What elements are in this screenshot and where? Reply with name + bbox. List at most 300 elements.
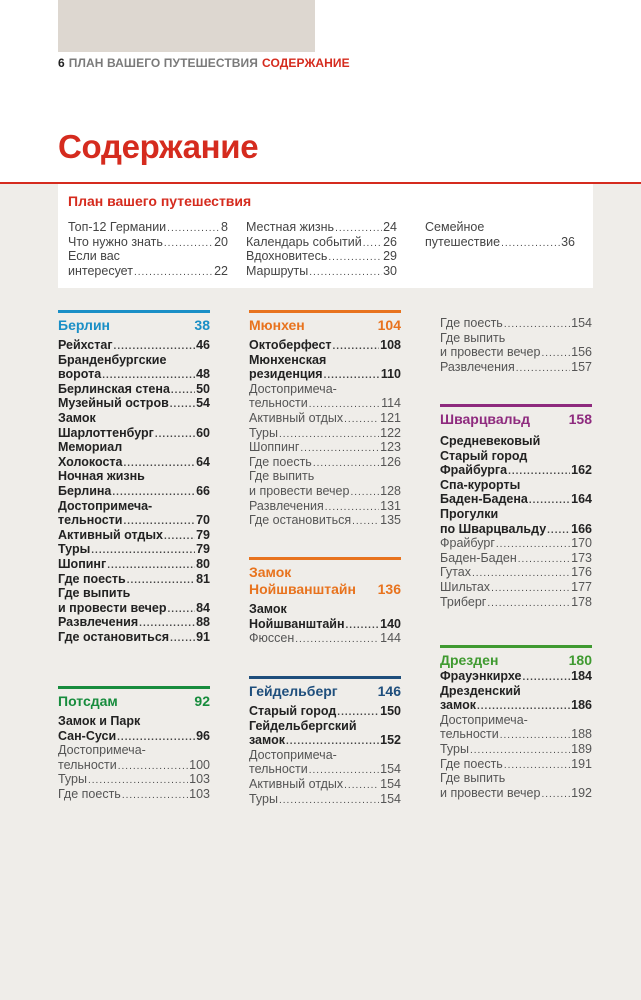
leader-dots bbox=[529, 494, 570, 507]
section-rule bbox=[249, 676, 401, 679]
section-heidelberg-continued bbox=[440, 316, 592, 374]
toc-entry-label: тельности bbox=[249, 762, 308, 777]
toc-entry-page: 46 bbox=[196, 338, 210, 352]
section-page: 146 bbox=[377, 683, 401, 699]
leader-dots bbox=[504, 318, 570, 331]
toc-entry-page: 50 bbox=[196, 381, 210, 396]
page-title: Содержание bbox=[58, 128, 259, 165]
toc-entry-page: 170 bbox=[571, 536, 592, 551]
toc-entry-label: Местная жизнь bbox=[246, 220, 335, 234]
toc-entry-page: 152 bbox=[380, 733, 401, 748]
leader-dots bbox=[541, 347, 570, 360]
section-page: 38 bbox=[194, 317, 210, 333]
leader-dots bbox=[114, 340, 196, 353]
toc-entry-page: 154 bbox=[380, 762, 401, 777]
leader-dots bbox=[523, 671, 571, 684]
section-entries bbox=[249, 602, 401, 646]
toc-entry-page: 70 bbox=[196, 513, 210, 528]
leader-dots bbox=[91, 544, 195, 557]
toc-entry bbox=[249, 631, 401, 646]
toc-entry-page: 186 bbox=[571, 698, 592, 713]
toc-entry-page: 88 bbox=[196, 615, 210, 630]
toc-entry-label: Где поесть bbox=[440, 316, 503, 330]
toc-entry bbox=[440, 492, 592, 507]
toc-entry-label: замок bbox=[440, 698, 476, 713]
toc-entry bbox=[58, 542, 210, 557]
toc-entry-page: 178 bbox=[571, 594, 592, 609]
toc-entry-label: Фрайбурга bbox=[440, 463, 508, 478]
leader-dots bbox=[164, 530, 195, 543]
toc-entry-label: Рейхстаг bbox=[58, 338, 113, 352]
toc-entry-page: 121 bbox=[380, 410, 401, 425]
toc-entry-label: и провести вечер bbox=[249, 483, 350, 498]
toc-entry-label: Развлечения bbox=[58, 615, 139, 630]
leader-dots bbox=[279, 428, 379, 441]
toc-entry bbox=[249, 484, 401, 499]
leader-dots bbox=[164, 237, 213, 250]
section-name: Гейдельберг bbox=[249, 683, 338, 699]
toc-entry bbox=[440, 757, 592, 772]
section-name: Мюнхен bbox=[249, 317, 305, 333]
toc-entry-label: Баден-Бадена bbox=[440, 492, 528, 507]
toc-entry bbox=[440, 580, 592, 595]
toc-entry-page: 144 bbox=[380, 631, 401, 646]
section-page: 180 bbox=[568, 652, 592, 668]
toc-entry bbox=[58, 601, 210, 616]
toc-line: Прогулки bbox=[440, 506, 499, 521]
toc-entry-label: и провести вечер bbox=[440, 785, 541, 800]
toc-line: Если вас bbox=[68, 249, 120, 264]
toc-entry-page: 177 bbox=[571, 579, 592, 594]
toc-entry bbox=[249, 499, 401, 514]
toc-entry-label: Что нужно знать bbox=[68, 234, 163, 249]
toc-entry-label: Шильтах bbox=[440, 579, 491, 594]
toc-entry-label: Где поесть bbox=[58, 571, 126, 586]
toc-entry bbox=[58, 630, 210, 645]
toc-entry-label: Топ-12 Германии bbox=[68, 220, 167, 234]
toc-entry-page: 60 bbox=[196, 425, 210, 440]
header-photo-strip bbox=[58, 0, 315, 52]
toc-entry-page: 108 bbox=[380, 338, 401, 352]
toc-entry-page: 84 bbox=[196, 600, 210, 615]
toc-entry-label: Старый город bbox=[249, 704, 337, 718]
toc-entry-page: 154 bbox=[380, 791, 401, 806]
toc-line: Средневековый bbox=[440, 434, 541, 448]
toc-entry-label: Шопинг bbox=[58, 556, 107, 571]
toc-entry-page: 164 bbox=[571, 492, 592, 507]
toc-entry bbox=[58, 615, 210, 630]
toc-entry-label: Октоберфест bbox=[249, 338, 332, 352]
toc-entry bbox=[58, 382, 210, 397]
toc-entry-page: 30 bbox=[383, 263, 397, 278]
leader-dots bbox=[487, 597, 570, 610]
leader-dots bbox=[350, 486, 379, 499]
section-name-line1: Замок bbox=[249, 564, 292, 580]
toc-entry bbox=[68, 220, 228, 235]
leader-dots bbox=[88, 774, 188, 787]
leader-dots bbox=[328, 251, 382, 264]
toc-entry bbox=[425, 235, 575, 250]
section-page: 92 bbox=[194, 693, 210, 709]
section-header bbox=[440, 411, 592, 428]
toc-entry-page: 96 bbox=[196, 728, 210, 743]
section-dresden bbox=[440, 645, 592, 800]
toc-entry-label: Туры bbox=[249, 791, 278, 806]
toc-entry-page: 192 bbox=[571, 785, 592, 800]
toc-entry-page: 64 bbox=[196, 454, 210, 469]
leader-dots bbox=[344, 413, 379, 426]
section-name: Потсдам bbox=[58, 693, 118, 709]
section-rule bbox=[249, 310, 401, 313]
toc-entry-label: Активный отдых bbox=[249, 410, 344, 425]
section-neuschwanstein bbox=[249, 557, 401, 646]
section-page: 136 bbox=[377, 581, 401, 597]
toc-line: Достопримеча- bbox=[58, 498, 153, 513]
toc-entry bbox=[246, 235, 397, 250]
leader-dots bbox=[491, 582, 570, 595]
section-rule bbox=[249, 557, 401, 560]
running-head bbox=[58, 56, 350, 70]
leader-dots bbox=[518, 553, 570, 566]
section-page: 104 bbox=[377, 317, 401, 333]
toc-entry-page: 126 bbox=[380, 454, 401, 469]
toc-entry-page: 8 bbox=[221, 220, 228, 234]
toc-entry-page: 24 bbox=[383, 220, 397, 234]
toc-entry-label: Маршруты bbox=[246, 263, 309, 278]
toc-entry-label: Где остановиться bbox=[249, 513, 352, 528]
toc-entry bbox=[440, 595, 592, 610]
toc-entry-label: Где поесть bbox=[249, 454, 312, 469]
toc-entry-page: 122 bbox=[380, 425, 401, 440]
leader-dots bbox=[541, 788, 570, 801]
toc-line: Семейное bbox=[425, 220, 485, 234]
toc-line: Спа-курорты bbox=[440, 477, 521, 492]
toc-entry-page: 189 bbox=[571, 741, 592, 756]
section-header bbox=[249, 683, 401, 700]
toc-entry-page: 154 bbox=[380, 776, 401, 791]
toc-entry-label: Музейный остров bbox=[58, 396, 169, 411]
toc-entry bbox=[440, 742, 592, 757]
toc-entry-page: 103 bbox=[189, 786, 210, 801]
section-header bbox=[440, 652, 592, 669]
toc-entry bbox=[58, 729, 210, 744]
toc-line: Где выпить bbox=[440, 771, 506, 786]
toc-entry bbox=[58, 396, 210, 411]
toc-entry-page: 26 bbox=[383, 234, 397, 249]
toc-entry bbox=[440, 316, 592, 331]
leader-dots bbox=[112, 486, 195, 499]
toc-entry-page: 166 bbox=[571, 521, 592, 536]
section-name-line2 bbox=[249, 581, 401, 598]
section-rule bbox=[440, 404, 592, 407]
toc-entry bbox=[249, 396, 401, 411]
leader-dots bbox=[127, 574, 195, 587]
toc-entry-page: 22 bbox=[214, 263, 228, 278]
leader-dots bbox=[335, 222, 382, 235]
toc-entry bbox=[249, 426, 401, 441]
contents-area bbox=[0, 184, 641, 1000]
section-header bbox=[249, 317, 401, 334]
section-schwarzwald bbox=[440, 404, 592, 609]
toc-entry bbox=[440, 345, 592, 360]
toc-entry bbox=[440, 551, 592, 566]
leader-dots bbox=[155, 428, 195, 441]
toc-entry bbox=[246, 220, 397, 235]
toc-entry-label: Развлечения bbox=[249, 498, 324, 513]
toc-line: Достопримеча- bbox=[440, 712, 528, 727]
leader-dots bbox=[118, 760, 188, 773]
toc-entry-page: 20 bbox=[214, 234, 228, 249]
leader-dots bbox=[286, 735, 379, 748]
toc-entry-label: Шарлоттенбург bbox=[58, 425, 154, 440]
toc-entry bbox=[58, 787, 210, 802]
leader-dots bbox=[295, 633, 379, 646]
page-number: 6 bbox=[58, 56, 65, 70]
running-head-section: ПЛАН ВАШЕГО ПУТЕШЕСТВИЯ bbox=[68, 56, 259, 70]
leader-dots bbox=[171, 384, 195, 397]
toc-entry-label: Где поесть bbox=[440, 756, 503, 771]
toc-entry bbox=[249, 411, 401, 426]
toc-entry-page: 123 bbox=[380, 440, 401, 455]
toc-entry-label: Берлинская стена bbox=[58, 381, 170, 396]
toc-entry bbox=[58, 484, 210, 499]
plan-box bbox=[58, 184, 593, 288]
toc-entry-page: 150 bbox=[380, 704, 401, 718]
toc-line: Где выпить bbox=[440, 330, 506, 345]
toc-entry bbox=[249, 777, 401, 792]
toc-entry bbox=[249, 338, 401, 353]
toc-entry-page: 54 bbox=[196, 396, 210, 411]
toc-entry bbox=[68, 235, 228, 250]
toc-entry-page: 184 bbox=[571, 669, 592, 683]
toc-entry-label: Гутах bbox=[440, 565, 471, 580]
toc-entry bbox=[58, 426, 210, 441]
leader-dots bbox=[504, 759, 570, 772]
toc-entry-label: Вдохновитесь bbox=[246, 249, 328, 264]
toc-line: Достопримеча- bbox=[249, 747, 337, 762]
leader-dots bbox=[102, 369, 195, 382]
toc-entry bbox=[58, 338, 210, 353]
toc-entry-page: 176 bbox=[571, 565, 592, 580]
toc-entry bbox=[249, 792, 401, 807]
leader-dots bbox=[167, 222, 220, 235]
toc-entry bbox=[58, 772, 210, 787]
toc-entry-page: 81 bbox=[196, 571, 210, 586]
toc-entry-label: Туры bbox=[249, 425, 278, 440]
toc-entry-page: 156 bbox=[571, 345, 592, 360]
toc-entry-label: путешествие bbox=[425, 234, 501, 249]
section-entries bbox=[58, 714, 210, 802]
leader-dots bbox=[309, 398, 380, 411]
leader-dots bbox=[122, 789, 188, 802]
toc-entry-label: и провести вечер bbox=[440, 345, 541, 360]
toc-entry-page: 110 bbox=[380, 367, 401, 382]
toc-entry bbox=[58, 455, 210, 470]
toc-entry-label: Баден-Баден bbox=[440, 550, 517, 565]
toc-entry-label: Активный отдых bbox=[249, 776, 344, 791]
toc-entry-label: замок bbox=[249, 733, 285, 748]
toc-line: Замок и Парк bbox=[58, 714, 141, 728]
toc-entry-page: 91 bbox=[196, 629, 210, 644]
toc-entry bbox=[249, 513, 401, 528]
leader-dots bbox=[168, 603, 196, 616]
section-munich bbox=[249, 310, 401, 528]
toc-entry-label: Развлечения bbox=[440, 359, 515, 374]
toc-entry-page: 154 bbox=[571, 316, 592, 330]
leader-dots bbox=[117, 731, 195, 744]
running-head-current: СОДЕРЖАНИЕ bbox=[262, 56, 350, 70]
leader-dots bbox=[313, 457, 379, 470]
toc-entry bbox=[58, 367, 210, 382]
toc-entry-page: 48 bbox=[196, 367, 210, 382]
toc-entry-label: Нойшванштайн bbox=[249, 616, 345, 631]
toc-entry bbox=[440, 463, 592, 478]
leader-dots bbox=[300, 442, 379, 455]
toc-entry bbox=[440, 360, 592, 375]
leader-dots bbox=[500, 729, 570, 742]
section-name: Шварцвальд bbox=[440, 411, 531, 427]
toc-entry bbox=[58, 572, 210, 587]
toc-entry bbox=[249, 455, 401, 470]
leader-dots bbox=[124, 457, 196, 470]
leader-dots bbox=[107, 559, 195, 572]
toc-entry-label: Холокоста bbox=[58, 454, 123, 469]
section-rule bbox=[440, 645, 592, 648]
toc-entry-page: 66 bbox=[196, 483, 210, 498]
toc-entry bbox=[249, 704, 401, 719]
toc-entry bbox=[440, 536, 592, 551]
toc-line: Старый город bbox=[440, 448, 528, 463]
leader-dots bbox=[547, 524, 570, 537]
section-name: Берлин bbox=[58, 317, 111, 333]
toc-entry bbox=[440, 669, 592, 684]
toc-line: Мюнхенская bbox=[249, 352, 327, 367]
toc-entry-label: резиденция bbox=[249, 367, 323, 382]
toc-entry-label: Где поесть bbox=[58, 786, 121, 801]
toc-entry bbox=[249, 367, 401, 382]
toc-entry bbox=[440, 698, 592, 713]
leader-dots bbox=[501, 237, 560, 250]
toc-entry-page: 29 bbox=[383, 249, 397, 264]
toc-entry-label: Туры bbox=[58, 772, 87, 787]
toc-entry-label: интересует bbox=[68, 263, 133, 278]
plan-title: План вашего путешествия bbox=[68, 193, 252, 209]
leader-dots bbox=[337, 706, 379, 719]
leader-dots bbox=[344, 779, 379, 792]
section-header bbox=[58, 317, 210, 334]
toc-entry-label: Туры bbox=[58, 542, 91, 557]
section-entries bbox=[58, 338, 210, 644]
toc-line: Замок bbox=[249, 602, 287, 616]
toc-entry-page: 131 bbox=[380, 498, 401, 513]
section-entries bbox=[440, 316, 592, 374]
leader-dots bbox=[139, 617, 195, 630]
toc-entry-label: и провести вечер bbox=[58, 600, 167, 615]
section-berlin bbox=[58, 310, 210, 644]
leader-dots bbox=[170, 398, 195, 411]
toc-line: Где выпить bbox=[249, 469, 315, 484]
leader-dots bbox=[309, 266, 382, 279]
section-header bbox=[249, 564, 401, 598]
toc-entry-label: тельности bbox=[58, 513, 123, 528]
toc-line: Где выпить bbox=[58, 586, 131, 601]
section-name: Дрезден bbox=[440, 652, 499, 668]
toc-entry bbox=[246, 249, 397, 264]
toc-line: Гейдельбергский bbox=[249, 718, 357, 733]
leader-dots bbox=[508, 465, 570, 478]
toc-entry bbox=[58, 758, 210, 773]
toc-entry-label: тельности bbox=[58, 757, 117, 772]
toc-entry bbox=[440, 522, 592, 537]
toc-entry-page: 100 bbox=[189, 757, 210, 772]
section-name: Нойшванштайн bbox=[249, 581, 356, 597]
toc-entry bbox=[58, 557, 210, 572]
leader-dots bbox=[134, 266, 213, 279]
toc-entry-page: 135 bbox=[380, 513, 401, 528]
toc-entry bbox=[440, 786, 592, 801]
toc-entry-label: Календарь событий bbox=[246, 234, 362, 249]
plan-column-1 bbox=[68, 220, 228, 278]
toc-entry-page: 103 bbox=[189, 772, 210, 787]
toc-entry-page: 80 bbox=[196, 556, 210, 571]
toc-entry bbox=[249, 617, 401, 632]
section-heidelberg bbox=[249, 676, 401, 806]
toc-entry bbox=[249, 733, 401, 748]
plan-column-3 bbox=[425, 220, 575, 249]
section-entries bbox=[440, 434, 592, 609]
section-header bbox=[58, 693, 210, 710]
toc-entry-label: тельности bbox=[249, 396, 308, 411]
toc-entry bbox=[58, 513, 210, 528]
toc-entry-label: по Шварцвальду bbox=[440, 521, 547, 536]
toc-line: Дрезденский bbox=[440, 683, 521, 698]
toc-entry-label: Фрауэнкирхе bbox=[440, 669, 522, 683]
leader-dots bbox=[123, 515, 195, 528]
toc-entry-page: 114 bbox=[381, 396, 401, 411]
section-entries bbox=[249, 338, 401, 528]
plan-column-2 bbox=[246, 220, 397, 278]
toc-entry-label: Активный отдых bbox=[58, 527, 163, 542]
toc-entry bbox=[440, 565, 592, 580]
leader-dots bbox=[472, 567, 570, 580]
toc-entry bbox=[249, 762, 401, 777]
toc-line: Достопримеча- bbox=[58, 743, 146, 758]
leader-dots bbox=[516, 362, 570, 375]
toc-entry-page: 140 bbox=[380, 616, 401, 631]
leader-dots bbox=[346, 619, 380, 632]
toc-entry-page: 79 bbox=[196, 527, 210, 542]
toc-entry-label: ворота bbox=[58, 367, 102, 382]
toc-entry bbox=[58, 528, 210, 543]
toc-entry-page: 173 bbox=[571, 550, 592, 565]
leader-dots bbox=[170, 632, 195, 645]
toc-entry-label: Фрайбург bbox=[440, 536, 495, 551]
toc-entry-label: Сан-Суси bbox=[58, 728, 117, 743]
toc-entry-page: 191 bbox=[571, 756, 592, 771]
leader-dots bbox=[333, 340, 380, 353]
toc-entry-page: 188 bbox=[571, 727, 592, 742]
leader-dots bbox=[325, 501, 379, 514]
section-rule bbox=[58, 686, 210, 689]
toc-line: Замок bbox=[58, 410, 96, 425]
toc-entry-page: 36 bbox=[561, 234, 575, 249]
section-entries bbox=[249, 704, 401, 806]
toc-entry-label: Фюссен bbox=[249, 631, 295, 646]
toc-entry-page: 128 bbox=[380, 483, 401, 498]
toc-entry bbox=[249, 440, 401, 455]
toc-entry-label: Где остановиться bbox=[58, 629, 170, 644]
section-potsdam bbox=[58, 686, 210, 802]
